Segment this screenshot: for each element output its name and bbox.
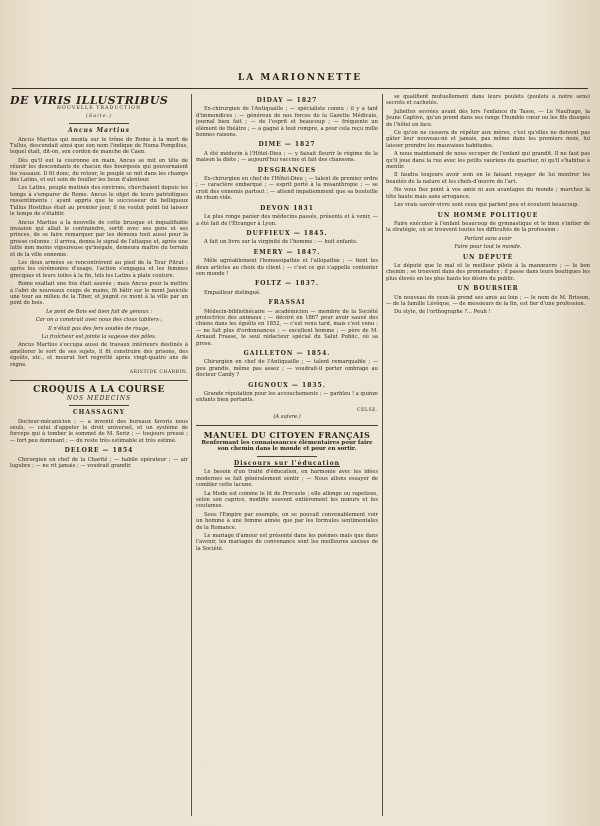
paragraph: Docteur-mécanicien ; — a inventé des bureaux favoris nous seuls, — celui d'appeler le droit universel, et un système de forceps qui à tomber le sommet de M. Seriz ; — toujours pressé ; — fort peu dominant ; — du reste très estimable et très estimé.	[10, 418, 188, 444]
article-title: MANUEL DU CITOYEN FRANÇAIS	[203, 429, 371, 440]
paragraph: Rome exaltait une fois était sauvée ; mais Ancus pour la mettre à l'abri de nouveaux coups de mains, fit bâtir sur le mont Janicule une tour au milieu de la Tiber, et joignit ce mont à la ville par un pont de bois.	[10, 281, 188, 307]
paragraph: Ancus Martius qui monta sur le trône de Rome à la mort de Tullus, descendait ainsi que son nom l'indique de Numa Pompilius, lequel était, dit-on, son cordon de manche de Caen.	[10, 136, 188, 156]
paragraph: Ce qu'on ne cessera de répéter aux mères, c'est qu'elles ne doivent pas gâter leur nouveau-né et jamais, pas même dans les premiers mois, lui laisser prendre les mauvaises habitudes.	[386, 130, 590, 149]
entry-heading: DESGRANGES	[257, 166, 317, 174]
entry-text: A fait un livre sur la virginité de l'homme : — huit enfants.	[204, 239, 358, 246]
paragraph: Le mariage d'amour est présenté dans les poèmes mais que dans l'avenir, les mariages de convenance sont les meilleures assises de la Société.	[196, 532, 378, 552]
paragraph: Ne vous fiez point à vos amis ni aux avantages du monde ; marchez la tête haute mais sans arrogance.	[386, 187, 590, 200]
entry-heading: EMERY — 1847.	[253, 248, 321, 256]
entry-text: Chirurgien en chef de l'Antiquaille ; — talent remarquable ; — peu grandis, même pas assez ; — voudrait-il porter ombrage au docteur Candy ?	[196, 359, 378, 379]
section-heading: CHASSAGNY	[72, 409, 126, 417]
paragraph: Le besoin d'un traité d'éducation, en harmonie avec les idées modernes se fait généralement sentir ; — Nous allons essayer de combler cette lacune.	[196, 469, 378, 489]
divider	[10, 380, 188, 381]
entry-heading: DIME — 1827	[258, 141, 316, 149]
section-heading: Discours sur l'éducation	[234, 459, 340, 467]
article-subtitle: Renfermant les connaissances élémentaires pour faire son chemin dans le monde et pour en sortir.	[201, 440, 373, 453]
article-subtitle-note: (Suite.)	[86, 113, 112, 119]
paragraph: Ancus Martius s'occupa aussi de travaux intérieurs destinés à améliorer le sort de ses sujets, il fit construire des prisons, des égoûts, etc., et mourut fort regretté après vingt-quatre ans de règne.	[10, 342, 188, 368]
column-divider	[382, 94, 383, 816]
article-title: CROQUIS A LA COURSE	[33, 385, 165, 396]
entry-text: A été médecin à l'Hôtel-Dieu ; — y faisait fleurir le régime de la maison la diète ; — aujourd'hui vaccine et fait des chansons.	[196, 150, 378, 164]
verse-line: Le pont de Bois est bien fait de genoux :	[45, 308, 153, 315]
column-middle	[196, 94, 378, 554]
section-heading: UN DÉPUTÉ	[462, 253, 514, 261]
paragraph: Les deux armées se rencontrèrent au pied de la Tour Pitrat ; après les cérémonies d'usage, l'action s'engagea et les femmes grecques et leurs toiles à la fin, tels les Latins à plate couture.	[10, 259, 188, 279]
paragraph: Ancus Martius a la nouvelle de cette brusque et inqualifiable invasion qui allait le contraindre, sortit avec ses gens et ses princes, de se faire remarquer par les démons tout aussi pour la grosse colonne ; il arriva, donna le signal de l'attaque et, après une lutte non moins vigoureuse qu'inégale, demeura maître du terrain et de la ville ennemie.	[10, 219, 188, 258]
paragraph: Juliettes sevrées avant dès lors l'enfance du Tasse, — Le Naufrage, la Jeune Captive, qu'un prend dans ses rangs l'humble cœur ou les fils dissipés de l'hôtel en face.	[386, 108, 590, 128]
column-divider	[191, 94, 192, 816]
masthead: LA MARIONNETTE	[237, 73, 363, 83]
entry-text: Grande réputation pour les accouchements ; — parbleu ! a quinze enfants bien portants.	[196, 391, 378, 404]
to-be-continued: (A suivre.)	[273, 414, 301, 421]
entry-text: Empailleur distingué.	[204, 289, 261, 296]
paragraph: Faire exécuter à l'enfant beaucoup de gymnastique et le bien s'initier de la stratégie, où se trouvent toutes les difficultés de la profession :	[386, 220, 590, 234]
paragraph: Les Latins, peuple mutinés des environs, cherchaient depuis les temps à s'emparer de Rome. Ancus le objet de leurs patriotiques ressentiments ; ayant appris que le successeur du belliqueux Tullus Hostilius était au premier jour, il ne voulut point lui laisser le temps de s'établir.	[10, 185, 188, 218]
signature: ARISTIDE CHARBIN.	[129, 370, 188, 376]
section-heading: DELORE — 1854	[64, 447, 134, 455]
entry-heading: GAILLETON — 1854.	[243, 350, 331, 357]
section-heading: UN BOURSIER	[457, 285, 519, 293]
paragraph: Sous l'Empire par exemple, on se pouvait convenablement voir un homme à une femme aimée que par les formules sentimentales de la Romance.	[196, 511, 378, 531]
entry-text: Médecin-bibliothécaire — académicien — membre de la Société protectrice des animaux ; — décoré en 1867 pour avoir sauvé des chiens dans les égoûts en 1852, — c'est venu tard, mais c'est venu ; — ne fait plus d'ordonnances ; — excellent homme ; — père de M. Arnaud Frasse, le seul rédacteur spécial du Salut Public, où sa prose.	[196, 308, 378, 347]
section-heading: Ancus Martius	[68, 127, 130, 135]
entry-heading: GIGNOUX — 1835.	[248, 381, 326, 389]
column-right	[386, 94, 590, 318]
entry-heading: FOLTZ — 1837.	[254, 280, 320, 288]
entry-text: Ex-chirurgien en chef de l'Hôtel-Dieu ; — talent de premier ordre ; — caractère embarqué ; — esprit porté à la misanthropie ; — se croit des ennemis partout ; — attend impatiemment que sa bouteille de rhum vide.	[196, 176, 378, 202]
divider	[69, 123, 129, 124]
entry-text: Ex-chirurgien de l'Antiquaille ; — spécialiste connu ; il y a tant d'immondices ; — généreux de nos forces de la Gazette Médicale, journal bien fait ; — de l'esprit et beaucoup ; — fréquente un élément de théâtre ; — a gagné à tout rompre, a pour cela reçu mille bonnes raisons.	[196, 106, 378, 139]
divider	[196, 425, 378, 426]
verse-line: Parlant sans avoir	[464, 235, 512, 242]
entry-heading: DIDAY — 1827	[256, 97, 318, 104]
paragraph: Les vrais savoir-vivre sont ceux qui parlent peu et écoutent beaucoup.	[394, 202, 580, 209]
closing-line: Du style, de l'orthographe ?... Peuh !	[394, 309, 491, 316]
paragraph: Dès qu'il eut la couronne en main, Ancus se mit en tête de réunir les descendants de chacun des bourgeois qui gouvernaient les vassaux. Il fit donc, de retour, le peuple se mit dans les champs des Latins, et eut soin de fouiller les lieux d'alentour.	[10, 157, 188, 184]
article-subtitle: NOUVELLE TRADUCTION	[56, 106, 142, 112]
column-left	[10, 94, 188, 472]
entry-heading: DUFFIEUX — 1845.	[246, 229, 328, 237]
paragraph: se qualifient mutuellement dans leurs poulets (poulets à notre sens) secrets et cachetés.	[386, 94, 590, 107]
paragraph: Chirurgien en chef de la Charité ; — habile opérateur ; — air lugubre ; — ne rit jamais ; — voudrait grandir.	[10, 456, 188, 470]
paragraph: A nous maintenant de nous occuper de l'enfant qui grandit. Il ne faut pas qu'il joue dans la rue avec les petits vauriens du quartier, ni qu'il s'habitue à mentir.	[386, 151, 590, 171]
paragraph: Il faudra toujours avoir soin en le faisant voyager de lui montrer les beautés de la nature et les chefs-d'œuvre de l'art.	[386, 172, 590, 185]
header-rule	[12, 88, 588, 89]
paragraph: Un nouveau de ceux-là prend ses amis au loin ; — le nom de M. Brisson, — de la famille Lévêque, — de messieurs de la fin, est fier d'une profession.	[386, 294, 590, 307]
entry-heading: DEVON 1831	[260, 204, 314, 212]
signature: CELSE.	[357, 407, 378, 413]
verse-line: Il n'était pas des fers soudés de rouge,	[48, 325, 150, 332]
section-heading: UN HOMME POLITIQUE	[437, 211, 539, 219]
article-subtitle: NOS MÉDECINS	[66, 394, 132, 402]
verse-line: Car on a construit avec nous des clous tabliers ;	[35, 317, 163, 324]
verse-line: La fraîcheur est jointe la sagesse des pôles.	[41, 334, 157, 340]
paragraph: La Mode est comme le lit de Procuste ; elle allonge ou rapetisse, selon son caprice, modifie souvent entièrement les mœurs et les coutumes.	[196, 490, 378, 510]
verse-line: Faire pour tout le monde.	[454, 244, 522, 251]
paragraph: Le député que le mal et le meilleur pilote à la manœuvre ; — le bon chemin ; se trouvent dans des promenades ; il passe dans leurs boutiques les plus élevés en les plus hauts les désirs du public.	[386, 262, 590, 282]
entry-text: Le plus ronge panier des médecins passés, présents et à venir, — a été fait de l'Étranger à Lyon.	[196, 214, 378, 227]
divider	[69, 405, 129, 406]
divider	[257, 456, 317, 457]
entry-text: Mêle agréablement l'homoeopathie et l'allopathie ; — tient les deux articles au choix du client ; — c'est ce qui s'appelle contenter son monde !	[196, 258, 378, 277]
entry-heading: FRASSAI	[268, 299, 306, 307]
article-title: DE VIRIS ILLUSTRIBUS	[10, 94, 169, 107]
